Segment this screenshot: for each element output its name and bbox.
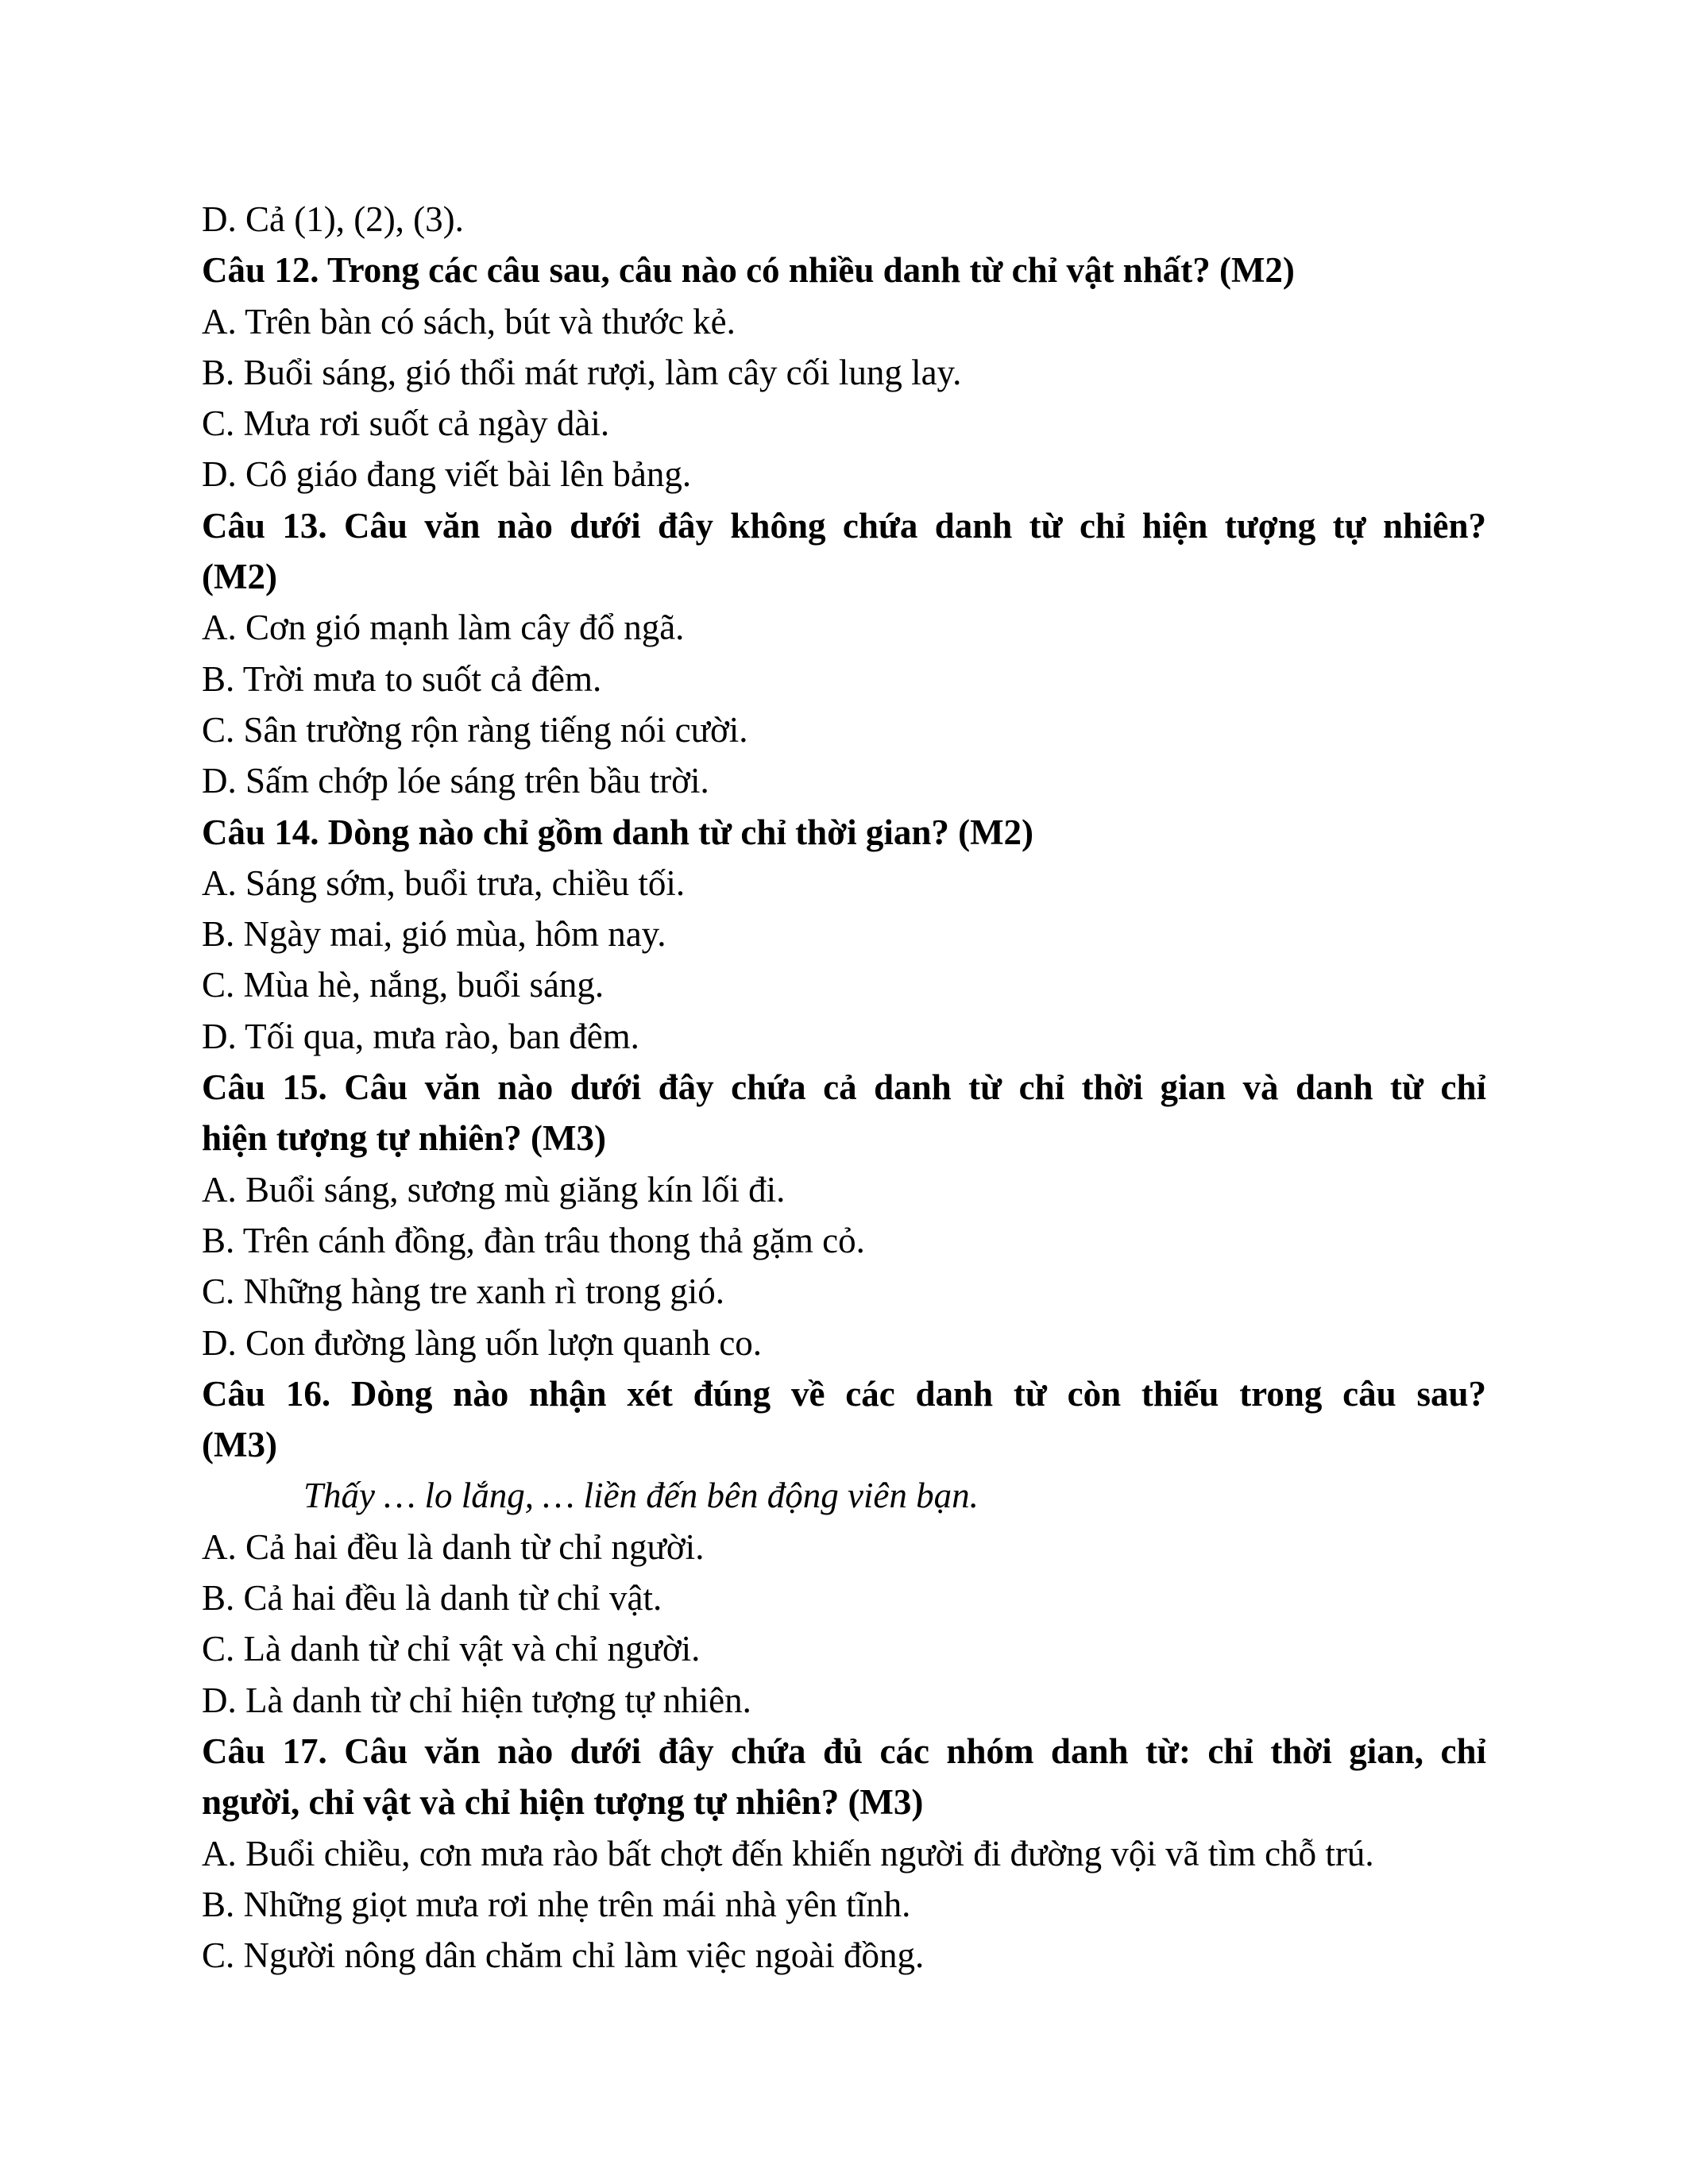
question-14-option-b: B. Ngày mai, gió mùa, hôm nay. [202,914,666,955]
question-14-heading: Câu 14. Dòng nào chỉ gồm danh từ chỉ thời gian? (M2) [202,812,1034,852]
question-13-heading-line-2: (M2) [202,557,277,597]
question-13-option-d: D. Sấm chớp lóe sáng trên bầu trời. [202,761,709,801]
question-16-heading-line-2: (M3) [202,1425,277,1465]
question-15-option-a: A. Buổi sáng, sương mù giăng kín lối đi. [202,1169,786,1210]
question-13-option-b: B. Trời mưa to suốt cả đêm. [202,658,602,699]
question-14-option-d: D. Tối qua, mưa rào, ban đêm. [202,1016,639,1056]
question-15-option-b: B. Trên cánh đồng, đàn trâu thong thả gặm cỏ. [202,1220,865,1260]
question-12-option-d: D. Cô giáo đang viết bài lên bảng. [202,454,692,495]
question-12-heading: Câu 12. Trong các câu sau, câu nào có nhiều danh từ chỉ vật nhất? (M2) [202,250,1295,291]
question-17-option-a: A. Buổi chiều, cơn mưa rào bất chợt đến khiến người đi đường vội vã tìm chỗ trú. [202,1833,1374,1873]
question-16-option-a: A. Cả hai đều là danh từ chỉ người. [202,1526,705,1567]
question-17-heading-line-1: Câu 17. Câu văn nào dưới đây chứa đủ các nhóm danh từ: chỉ thời gian, chỉ [202,1731,1486,1771]
question-12-option-a: A. Trên bàn có sách, bút và thước kẻ. [202,301,736,341]
question-11-option-d: D. Cả (1), (2), (3). [202,199,464,239]
question-16-fill-in-sentence: Thấy … lo lắng, … liền đến bên động viên bạn. [303,1476,979,1516]
question-14-option-a: A. Sáng sớm, buổi trưa, chiều tối. [202,862,686,903]
question-17-heading-line-2: người, chỉ vật và chỉ hiện tượng tự nhiên? (M3) [202,1782,924,1823]
question-16-option-b: B. Cả hai đều là danh từ chỉ vật. [202,1578,662,1619]
question-12-option-b: B. Buổi sáng, gió thổi mát rượi, làm cây cối lung lay. [202,352,962,392]
question-15-option-d: D. Con đường làng uốn lượn quanh co. [202,1322,763,1363]
question-16-heading-line-1: Câu 16. Dòng nào nhận xét đúng về các danh từ còn thiếu trong câu sau? [202,1373,1486,1414]
question-16-option-c: C. Là danh từ chỉ vật và chỉ người. [202,1629,701,1669]
question-14-option-c: C. Mùa hè, nắng, buổi sáng. [202,965,605,1005]
question-12-option-c: C. Mưa rơi suốt cả ngày dài. [202,403,610,444]
question-17-option-b: B. Những giọt mưa rơi nhẹ trên mái nhà yên tĩnh. [202,1884,911,1924]
question-16-option-d: D. Là danh từ chỉ hiện tượng tự nhiên. [202,1680,751,1720]
question-15-option-c: C. Những hàng tre xanh rì trong gió. [202,1271,725,1312]
question-13-option-a: A. Cơn gió mạnh làm cây đổ ngã. [202,608,685,648]
question-13-option-c: C. Sân trường rộn ràng tiếng nói cười. [202,709,748,750]
question-15-heading-line-1: Câu 15. Câu văn nào dưới đây chứa cả danh từ chỉ thời gian và danh từ chỉ [202,1067,1486,1108]
question-15-heading-line-2: hiện tượng tự nhiên? (M3) [202,1118,606,1159]
question-13-heading-line-1: Câu 13. Câu văn nào dưới đây không chứa danh từ chỉ hiện tượng tự nhiên? [202,505,1486,546]
quiz-content [202,194,1486,1981]
question-17-option-c: C. Người nông dân chăm chỉ làm việc ngoài đồng. [202,1935,925,1976]
